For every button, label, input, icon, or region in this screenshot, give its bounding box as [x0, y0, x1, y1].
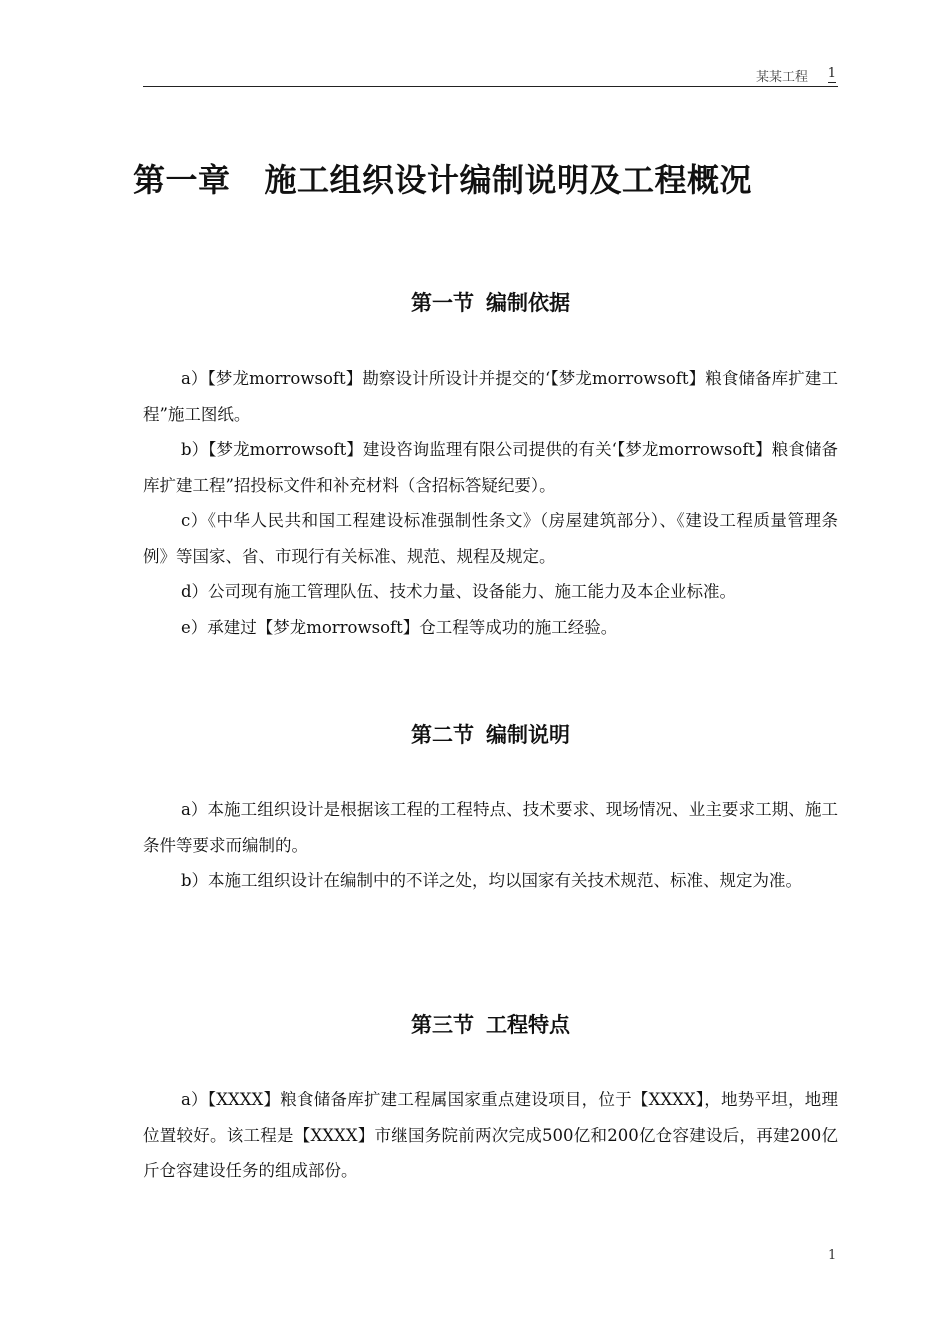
- header-title: 某某工程: [755, 70, 808, 85]
- paragraph: c）《中华人民共和国工程建设标准强制性条文》（房屋建筑部分）、《建设工程质量管理条例》等国家、省、市现行有关标准、规范、规程及规定。: [143, 511, 838, 566]
- section-title: 编制依据: [486, 291, 570, 315]
- section-body-1: [143, 361, 838, 645]
- chapter-label: 第一章: [133, 161, 231, 199]
- paragraph: a）【XXXX】粮食储备库扩建工程属国家重点建设项目，位于【XXXX】，地势平坦，地理位置较好。该工程是【XXXX】市继国务院前两次完成500亿和200亿仓容建设后，再建200亿斤仓容建设任务的组成部份。: [143, 1090, 838, 1180]
- page-header: [143, 66, 838, 87]
- section-heading-2: [143, 719, 838, 749]
- section-label: 第三节: [411, 1013, 474, 1037]
- section-title: 工程特点: [486, 1013, 570, 1037]
- paragraph: a）【梦龙morrowsoft】勘察设计所设计并提交的‘【梦龙morrowsoft】粮食储备库扩建工程”施工图纸。: [143, 369, 838, 424]
- footer-page-number: 1: [828, 1248, 837, 1263]
- chapter-title: [133, 155, 853, 201]
- paragraph: d）公司现有施工管理队伍、技术力量、设备能力、施工能力及本企业标准。: [180, 582, 736, 601]
- paragraph: b）【梦龙morrowsoft】建设咨询监理有限公司提供的有关‘【梦龙morrowsoft】粮食储备库扩建工程”招投标文件和补充材料（含招标答疑纪要）。: [143, 440, 838, 495]
- section-label: 第一节: [411, 291, 474, 315]
- section-body-2: [143, 792, 838, 899]
- section-body-3: [143, 1082, 838, 1189]
- paragraph: a）本施工组织设计是根据该工程的工程特点、技术要求、现场情况、业主要求工期、施工条件等要求而编制的。: [143, 800, 838, 855]
- paragraph: b）本施工组织设计在编制中的不详之处，均以国家有关技术规范、标准、规定为准。: [180, 871, 802, 890]
- section-heading-1: [143, 287, 838, 317]
- paragraph: e）承建过【梦龙morrowsoft】仓工程等成功的施工经验。: [180, 617, 618, 637]
- section-title: 编制说明: [486, 723, 570, 747]
- section-label: 第二节: [411, 723, 474, 747]
- header-page-number: 1: [827, 66, 836, 81]
- section-heading-3: [143, 1009, 838, 1039]
- chapter-title-text: 施工组织设计编制说明及工程概况: [264, 161, 753, 199]
